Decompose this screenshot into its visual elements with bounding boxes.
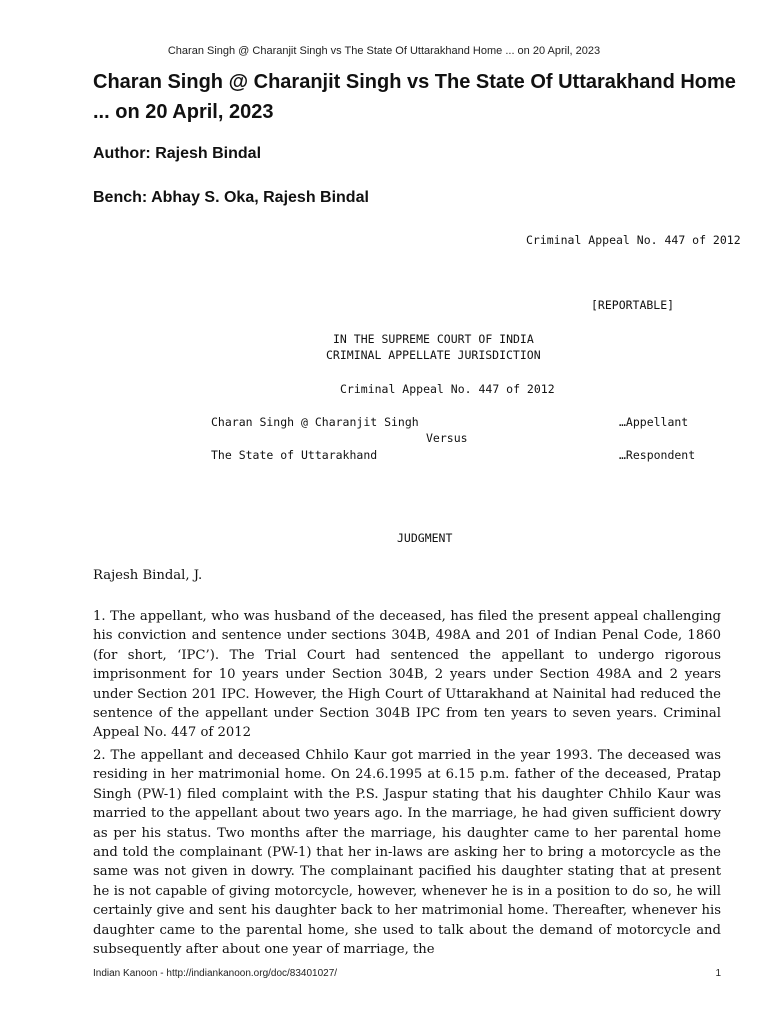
- versus-label: Versus: [426, 431, 468, 445]
- court-name: IN THE SUPREME COURT OF INDIA: [333, 332, 534, 346]
- respondent-name: The State of Uttarakhand: [211, 448, 378, 462]
- judgment-heading: JUDGMENT: [397, 531, 453, 545]
- page-number: 1: [715, 968, 721, 979]
- respondent-role: …Respondent: [619, 448, 696, 462]
- bench-line: Bench: Abhay S. Oka, Rajesh Bindal: [93, 189, 369, 206]
- reportable-label: [REPORTABLE]: [591, 298, 675, 312]
- appellant-role: …Appellant: [619, 415, 689, 429]
- appellant-name: Charan Singh @ Charanjit Singh: [211, 415, 419, 429]
- page-title: Charan Singh @ Charanjit Singh vs The State Of Uttarakhand Home ... on 20 April, 2023: [93, 71, 736, 123]
- running-header: Charan Singh @ Charanjit Singh vs The State Of Uttarakhand Home ... on 20 April, 2023: [167, 45, 601, 57]
- paragraph-2: 2. The appellant and deceased Chhilo Kaur got married in the year 1993. The deceased was residing in her matrimonial home. On 24.6.1995 at 6.15 p.m. father of the deceased, Pratap Singh (PW-1) filed complaint with the P.S. Jaspur stating that his daughter Chhilo Kaur was married to the appellant about two years ago. In the marriage, he had given sufficient dowry as per his status. Two months after the marriage, his daughter came to her parental home and told the complainant (PW-1) that her in-laws are asking her to bring a motorcycle as the same was not given in dowry. The complainant pacified his daughter stating that at present he is not capable of giving motorcycle, however, whenever he is in a position to do so, he will certainly give and sent his daughter back to her matrimonial home. Thereafter, whenever his daughter came to the parental home, she used to talk about the demand of motorcycle and subsequently after about one year of marriage, the: [93, 748, 721, 958]
- case-reference-top: Criminal Appeal No. 447 of 2012: [526, 233, 741, 247]
- judge-line: Rajesh Bindal, J.: [93, 568, 203, 583]
- paragraph-1: 1. The appellant, who was husband of the deceased, has filed the present appeal challenging his conviction and sentence under sections 304B, 498A and 201 of Indian Penal Code, 1860 (for short, ‘IPC’). The Trial Court had sentenced the appellant to undergo rigorous imprisonment for 10 years under Section 304B, 2 years under Section 498A and 2 years under Section 201 IPC. However, the High Court of Uttarakhand at Nainital had reduced the sentence of the appellant under Section 304B IPC from ten years to seven years. Criminal Appeal No. 447 of 2012: [93, 609, 721, 741]
- jurisdiction: CRIMINAL APPELLATE JURISDICTION: [326, 348, 541, 362]
- case-reference-center: Criminal Appeal No. 447 of 2012: [340, 382, 555, 396]
- footer-source-link[interactable]: Indian Kanoon - http://indiankanoon.org/doc/83401027/: [93, 968, 338, 979]
- author-line: Author: Rajesh Bindal: [93, 145, 262, 162]
